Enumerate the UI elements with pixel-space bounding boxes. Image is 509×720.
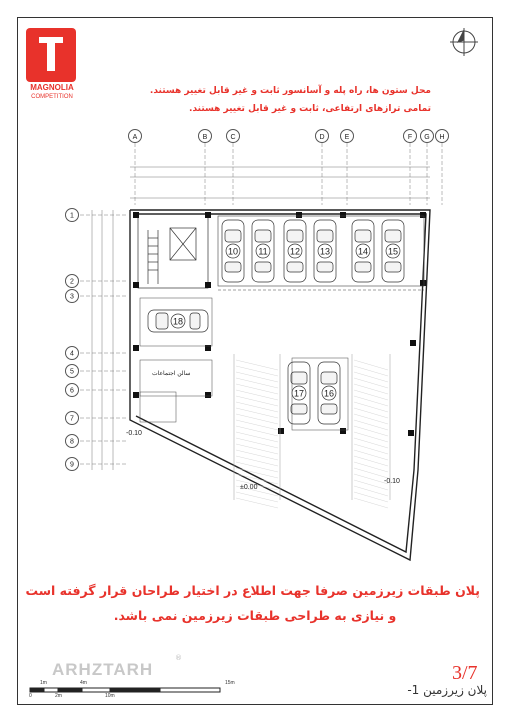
axis-label-8: 8 [70,438,74,446]
registered-mark: ® [175,654,182,662]
axis-label-A: A [132,134,138,141]
scale-label-5: 15m [225,680,235,686]
basement-note-line1: پلان طبقات زیرزمین صرفا جهت اطلاع در اختیار طراحان قرار گرفته است [25,583,480,598]
hall-label: سالن اجتماعات [152,371,191,377]
axis-label-2: 2 [70,278,74,286]
axis-label-E: E [344,134,350,141]
parking-space-18 [148,310,208,332]
north-arrow-icon [450,28,478,56]
parking-space-10 [222,220,244,282]
level-mark-a: -0.10 [126,430,142,437]
parking-number-16: 16 [323,388,335,399]
arhztarh-watermark: ARHZTARH [52,660,154,679]
scale-label-0: 0 [29,693,32,699]
note-columns-fixed: محل ستون ها، راه پله و آسانسور ثابت و غیر قابل تغییر هستند. [149,86,431,96]
note-levels-fixed: تمامی ترازهای ارتفاعی، ثابت و غیر قابل تغییر هستند. [189,104,431,114]
axis-label-F: F [407,134,413,141]
axis-label-C: C [230,134,236,141]
axis-label-7: 7 [70,415,74,423]
axis-label-D: D [319,134,325,141]
brand-subtitle: COMPETITION [31,94,73,100]
parking-space-17 [288,362,310,424]
parking-number-14: 14 [357,246,369,257]
stair-core [138,214,208,288]
level-mark-c: -0.10 [384,478,400,485]
parking-space-14 [352,220,374,282]
page-number: 3/7 [452,662,478,684]
parking-space-16 [318,362,340,424]
plan-caption: پلان زیرزمین 1- [407,683,487,697]
parking-space-11 [252,220,274,282]
axis-label-4: 4 [70,350,74,358]
parking-number-18: 18 [172,316,184,327]
parking-space-15 [382,220,404,282]
scale-label-3: 4m [80,680,87,686]
axis-label-9: 9 [70,461,74,469]
scale-label-1: 1m [40,680,47,686]
level-mark-b: ±0.00 [240,484,258,491]
parking-space-13 [314,220,336,282]
axis-label-6: 6 [70,387,74,395]
axis-label-G: G [424,134,430,141]
axis-label-3: 3 [70,293,74,301]
parking-number-11: 11 [258,246,268,257]
parking-number-13: 13 [319,246,331,257]
parking-number-17: 17 [293,388,305,399]
parking-space-12 [284,220,306,282]
scale-label-2: 2m [55,693,62,699]
axis-label-H: H [439,134,445,141]
parking-number-10: 10 [227,246,239,257]
axis-label-B: B [202,134,208,141]
parking-number-15: 15 [387,246,399,257]
parking-number-12: 12 [289,246,301,257]
basement-note-line2: و نیازی به طراحی طبقات زیرزمین نمی باشد. [113,608,397,623]
axis-label-1: 1 [70,212,74,220]
scale-label-4: 10m [105,693,115,699]
brand-name: MAGNOLIA [30,83,74,92]
axis-label-5: 5 [70,368,74,376]
scale-bar [30,688,220,692]
